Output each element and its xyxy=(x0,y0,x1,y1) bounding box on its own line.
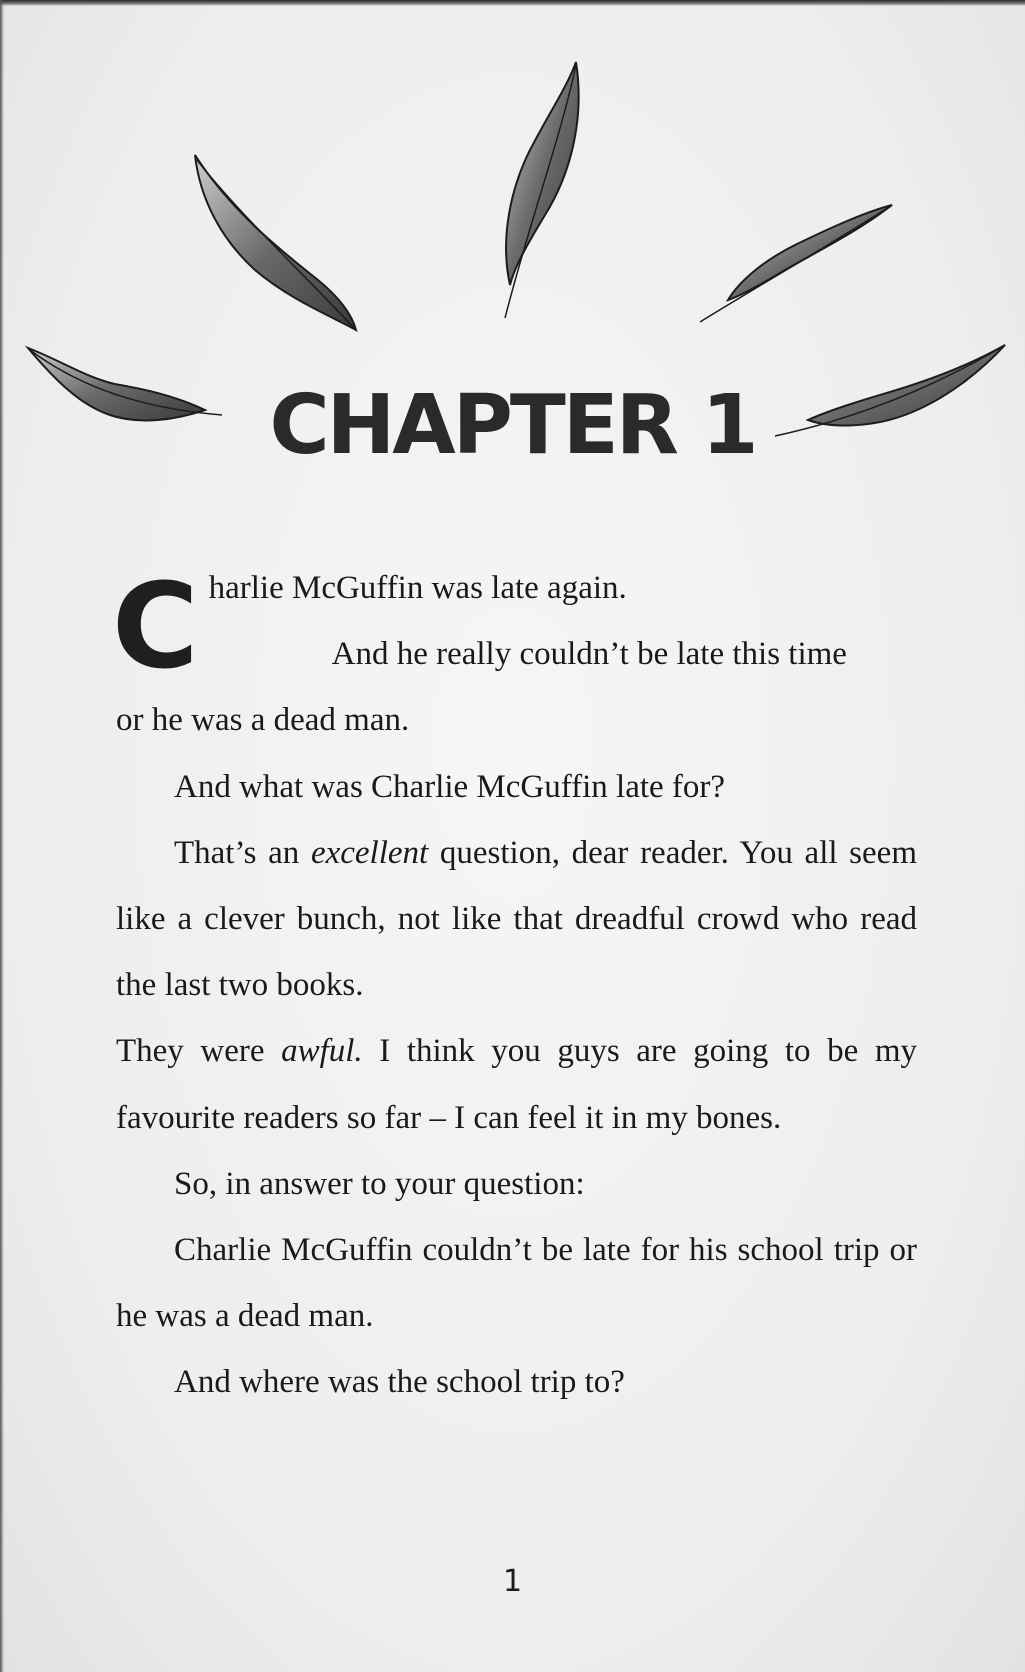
paragraph-text: harlie McGuffin was late again. xyxy=(208,570,627,606)
paragraph-text: They were xyxy=(116,1033,282,1070)
paragraph xyxy=(116,687,917,753)
drop-cap: C xyxy=(112,557,199,695)
paragraph-text: And what was Charlie McGuffin late for? xyxy=(174,768,726,805)
chapter-body xyxy=(112,555,917,1416)
emphasis-text: awful. xyxy=(281,1033,363,1070)
paragraph-text: I think you guys are going to be my favourite readers so far – I can feel it in my bones. xyxy=(116,1033,917,1136)
leaf-icon xyxy=(195,155,356,330)
paragraph-text: And he really couldn’t be late this time xyxy=(331,636,847,673)
paragraph-text: And where was the school trip to? xyxy=(174,1364,625,1401)
paragraph xyxy=(116,820,917,1019)
paragraph-text: or he was a dead man. xyxy=(116,702,410,739)
leaf-icon xyxy=(700,205,892,322)
page-number: 1 xyxy=(502,1564,523,1599)
paragraph xyxy=(116,621,917,687)
chapter-title: CHAPTER 1 xyxy=(269,378,756,473)
paragraph xyxy=(116,1217,917,1349)
paragraph xyxy=(116,754,917,820)
emphasis-text: excellent xyxy=(310,834,429,871)
paragraph xyxy=(116,1018,917,1150)
paragraph xyxy=(116,1151,917,1217)
paragraph-text: So, in answer to your question: xyxy=(174,1165,585,1202)
paragraph-text: That’s an xyxy=(174,834,311,871)
paragraph xyxy=(116,1349,917,1415)
leaf-icon xyxy=(505,62,579,318)
paragraph-text: question, dear reader. You all seem like a clever bunch, not like that dreadful crowd who read the last two books. xyxy=(116,834,917,1004)
paragraph-text: Charlie McGuffin couldn’t be late for his school trip or he was a dead man. xyxy=(116,1232,917,1335)
